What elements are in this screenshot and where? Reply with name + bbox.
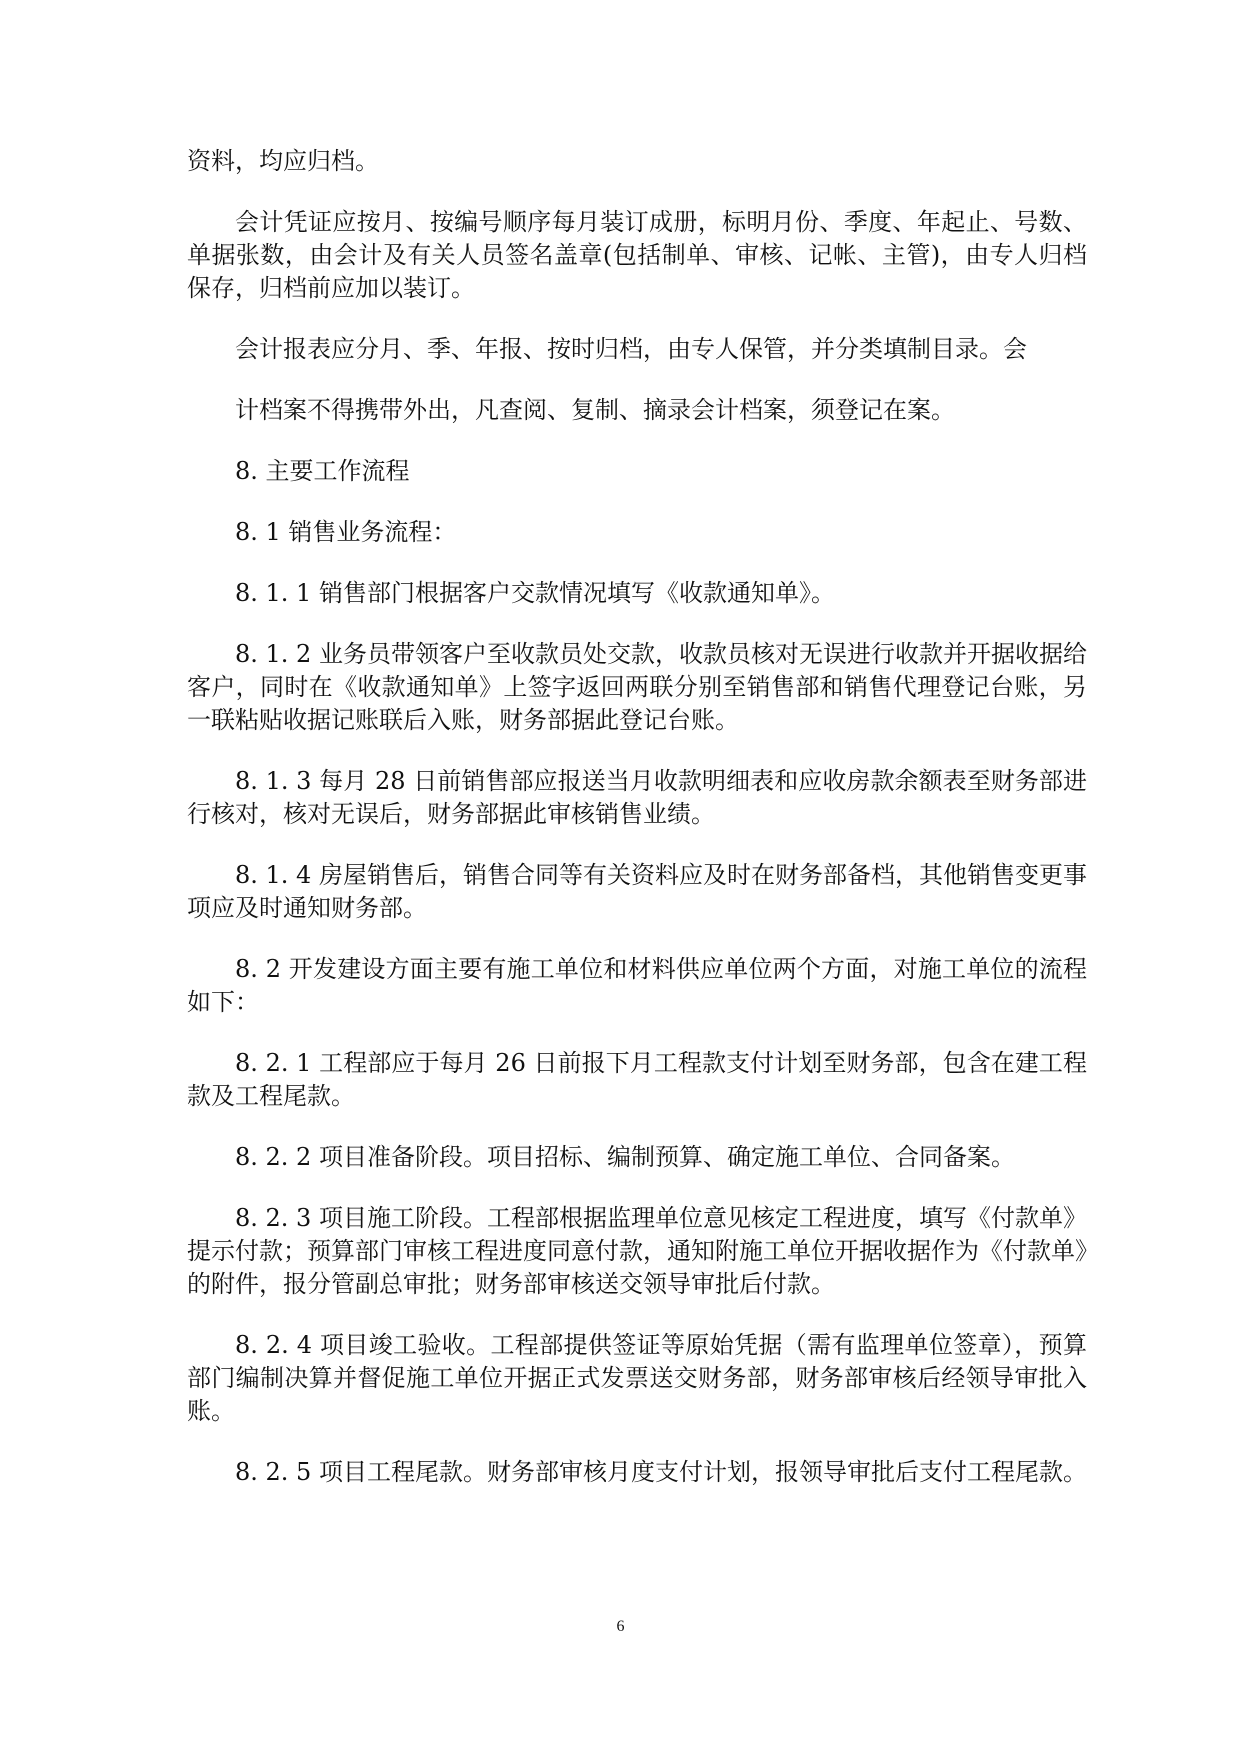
paragraph-voucher-binding: 会计凭证应按月、按编号顺序每月装订成册，标明月份、季度、年起止、号数、单据张数，由会计及有关人员签名盖章(包括制单、审核、记帐、主管)，由专人归档保存，归档前应加以装订。 [187,208,1087,302]
paragraph-8-2: 8. 2 开发建设方面主要有施工单位和材料供应单位两个方面，对施工单位的流程如下： [187,955,1087,1016]
document-body [187,145,1087,1489]
paragraph-8-1-4: 8. 1. 4 房屋销售后，销售合同等有关资料应及时在财务部备档，其他销售变更事项应及时通知财务部。 [187,861,1087,922]
paragraph-archive-materials: 资料，均应归档。 [187,147,379,175]
paragraph-8-2-3: 8. 2. 3 项目施工阶段。工程部根据监理单位意见核定工程进度，填写《付款单》提示付款；预算部门审核工程进度同意付款，通知附施工单位开据收据作为《付款单》的附件，报分管副总审批；财务部审核送交领导审批后付款。 [187,1204,1087,1298]
paragraph-8-2-5: 8. 2. 5 项目工程尾款。财务部审核月度支付计划，报领导审批后支付工程尾款。 [235,1458,1087,1486]
section-heading-workflow: 8. 主要工作流程 [235,457,410,485]
paragraph-8-2-2: 8. 2. 2 项目准备阶段。项目招标、编制预算、确定施工单位、合同备案。 [235,1143,1015,1171]
paragraph-8-2-1: 8. 2. 1 工程部应于每月 26 日前报下月工程款支付计划至财务部，包含在建工程款及工程尾款。 [187,1049,1087,1110]
paragraph-archive-access: 计档案不得携带外出，凡查阅、复制、摘录会计档案，须登记在案。 [235,396,955,424]
paragraph-8-1-1: 8. 1. 1 销售部门根据客户交款情况填写《收款通知单》。 [235,579,835,607]
paragraph-8-2-4: 8. 2. 4 项目竣工验收。工程部提供签证等原始凭据（需有监理单位签章），预算部门编制决算并督促施工单位开据正式发票送交财务部，财务部审核后经领导审批入账。 [187,1331,1087,1425]
paragraph-8-1-2: 8. 1. 2 业务员带领客户至收款员处交款，收款员核对无误进行收款并开据收据给客户，同时在《收款通知单》上签字返回两联分别至销售部和销售代理登记台账，另一联粘贴收据记账联后入账，财务部据此登记台账。 [187,640,1087,734]
paragraph-8-1-3: 8. 1. 3 每月 28 日前销售部应报送当月收款明细表和应收房款余额表至财务部进行核对，核对无误后，财务部据此审核销售业绩。 [187,767,1087,828]
section-heading-sales-flow: 8. 1 销售业务流程： [235,518,457,546]
paragraph-report-archiving: 会计报表应分月、季、年报、按时归档，由专人保管，并分类填制目录。会 [235,335,1027,363]
page-number: 6 [616,1618,625,1635]
